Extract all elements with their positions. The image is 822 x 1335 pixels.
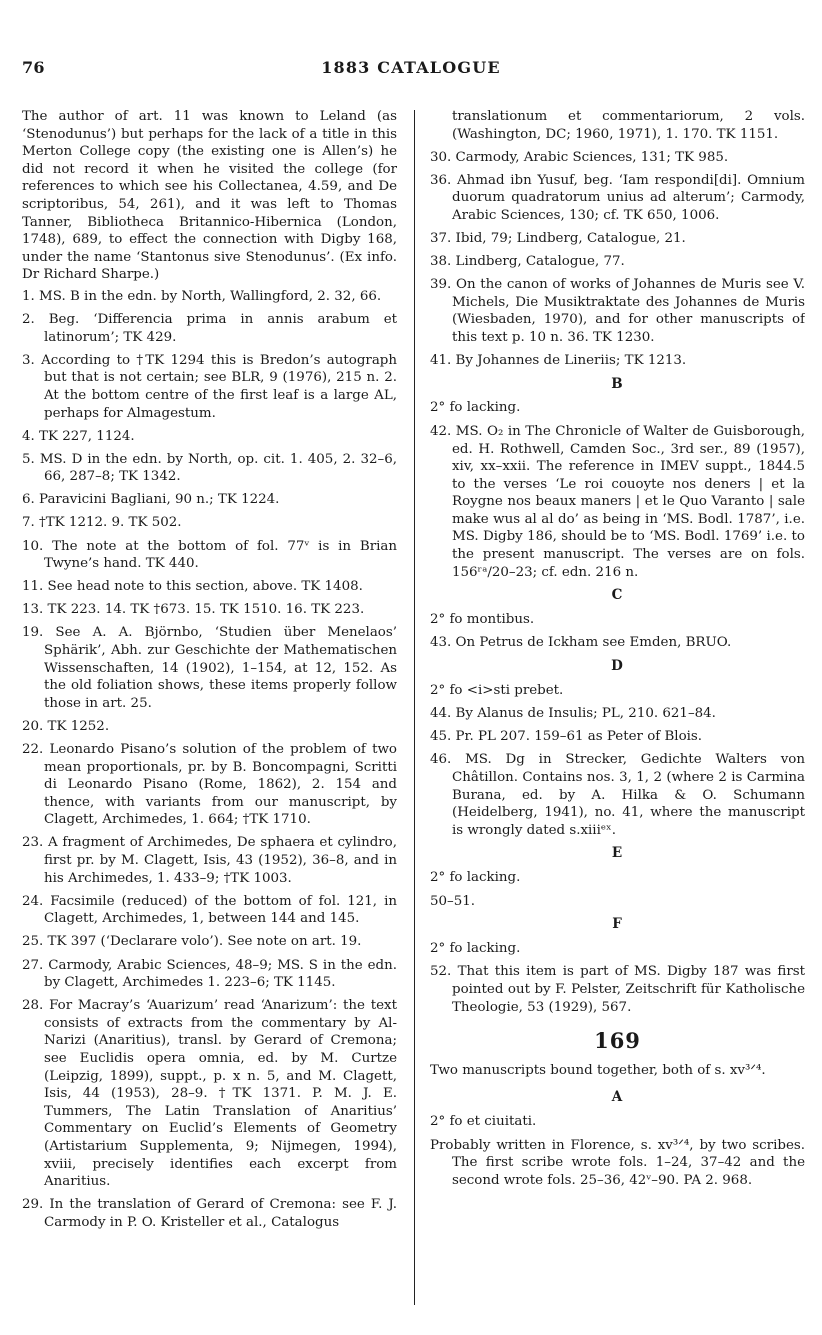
column-divider: [414, 110, 415, 1305]
note-42: 42. MS. O₂ in The Chronicle of Walter de Guisborough, ed. H. Rothwell, Camden Soc., 3rd ser., 89 (1957), xiv, xx–xxii. The reference in IMEV suppt., 1844.5 to the verses ‘Le roi couoyte nos deners | et la Roygne nos beaux maners | et le Quo Varanto | sale make wus al al do’ as being in ‘MS. Bodl. 1787’, i.e. MS. Digby 186, should be to ‘MS. Bodl. 1769’ i.e. to the present manuscript. The verses are on fols. 156ʳᵃ/20–23; cf. edn. 216 n.: [430, 423, 805, 580]
entry-number-169: 169: [594, 1028, 641, 1054]
note-24: 24. Facsimile (reduced) of the bottom of fol. 121, in Clagett, Archimedes, 1, between 144 and 145.: [22, 893, 397, 927]
note-41: 41. By Johannes de Lineriis; TK 1213.: [430, 353, 687, 369]
note-19: 19. See A. A. Björnbo, ‘Studien über Menelaos’ Sphärik’, Abh. zur Geschichte der Mathematischen Wissenschaften, 14 (1902), 1–154, at 12, 152. As the old foliation shows, these items properly follow those in art. 25.: [22, 625, 397, 711]
section-d-fo: 2° fo <i>sti prebet.: [430, 682, 564, 698]
section-c-heading: C: [611, 587, 624, 604]
entry-169-summary: Two manuscripts bound together, both of s. xv³ᐟ⁴.: [430, 1062, 766, 1078]
section-c-fo: 2° fo montibus.: [430, 611, 535, 627]
section-b-heading: B: [611, 375, 624, 392]
note-3: 3. According to †TK 1294 this is Bredon’s autograph but that is not certain; see BLR, 9 (1976), 215 n. 2. At the bottom centre of the first leaf is a large AL, perhaps for Almagestum.: [22, 352, 397, 421]
entry-169-section-a-heading: A: [611, 1089, 624, 1106]
note-38: 38. Lindberg, Catalogue, 77.: [430, 254, 625, 270]
note-6: 6. Paravicini Bagliani, 90 n.; TK 1224.: [22, 492, 280, 508]
section-f-heading: F: [612, 916, 623, 933]
note-22: 22. Leonardo Pisano’s solution of the problem of two mean proportionals, pr. by B. Boncompagni, Scritti di Leonardo Pisano (Rome, 1862), 2. 154 and thence, with variants from our manuscript, by Clagett, Archimedes, 1. 664; †TK 1710.: [22, 742, 397, 828]
note-20: 20. TK 1252.: [22, 718, 110, 734]
note-36: 36. Ahmad ibn Yusuf, beg. ‘Iam respondi[di]. Omnium duorum quadratorum unius ad alterum’; Carmody, Arabic Sciences, 130; cf. TK 650, 1006.: [430, 172, 805, 223]
right-column: [430, 108, 805, 1333]
section-d-heading: D: [611, 658, 624, 675]
note-30: 30. Carmody, Arabic Sciences, 131; TK 985.: [430, 149, 729, 165]
note-1: 1. MS. B in the edn. by North, Wallingford, 2. 32, 66.: [22, 288, 382, 304]
note-39: 39. On the canon of works of Johannes de Muris see V. Michels, Die Musiktraktate des Johannes de Muris (Wiesbaden, 1970), and for other manuscripts of this text p. 10 n. 36. TK 1230.: [430, 277, 805, 346]
note-5: 5. MS. D in the edn. by North, op. cit. 1. 405, 2. 32–6, 66, 287–8; TK 1342.: [22, 451, 397, 485]
running-head: 1883 CATALOGUE: [321, 58, 501, 77]
section-e-fo: 2° fo lacking.: [430, 869, 521, 885]
note-37: 37. Ibid, 79; Lindberg, Catalogue, 21.: [430, 231, 686, 247]
intro-paragraph: The author of art. 11 was known to Leland (as ‘Stenodunus’) but perhaps for the lack of a title in this Merton College copy (the existing one is Allen’s) he did not record it when he visited the college (for references to which see his Collectanea, 4.59, and De scriptoribus, 54, 261), and it was left to Thomas Tanner, Bibliotheca Britannico-Hibernica (London, 1748), 689, to effect the connection with Digby 168, under the name ‘Stantonus sive Stenodunus’. (Ex info. Dr Richard Sharpe.): [22, 109, 397, 283]
note-29: 29. In the translation of Gerard of Cremona: see F. J. Carmody in P. O. Kristeller et al., Catalogus: [22, 1197, 397, 1230]
note-44: 44. By Alanus de Insulis; PL, 210. 621–84.: [430, 706, 716, 722]
page-number: 76: [22, 58, 45, 77]
note-23: 23. A fragment of Archimedes, De sphaera et cylindro, first pr. by M. Clagett, Isis, 43 (1952), 36–8, and in his Archimedes, 1. 433–9; †TK 1003.: [22, 835, 397, 886]
note-43: 43. On Petrus de Ickham see Emden, BRUO.: [430, 635, 732, 651]
note-50-51: 50–51.: [430, 893, 476, 909]
note-52: 52. That this item is part of MS. Digby 187 was first pointed out by F. Pelster, Zeitschrift für Katholische Theologie, 53 (1929), 567.: [430, 964, 805, 1015]
note-13-16: 13. TK 223. 14. TK †673. 15. TK 1510. 16. TK 223.: [22, 602, 365, 618]
note-11: 11. See head note to this section, above. TK 1408.: [22, 579, 363, 595]
page-header: [0, 58, 822, 82]
entry-169-section-a-text: Probably written in Florence, s. xv³ᐟ⁴, by two scribes. The first scribe wrote fols. 1–24, 37–42 and the second wrote fols. 25–36, 42ᵛ–90. PA 2. 968.: [430, 1137, 805, 1188]
note-7-9: 7. †TK 1212. 9. TK 502.: [22, 515, 182, 531]
left-column: [22, 108, 397, 1333]
note-27: 27. Carmody, Arabic Sciences, 48–9; MS. S in the edn. by Clagett, Archimedes 1. 223–6; TK 1145.: [22, 957, 397, 991]
section-e-heading: E: [611, 845, 624, 862]
section-b-fo: 2° fo lacking.: [430, 400, 521, 416]
section-f-fo: 2° fo lacking.: [430, 940, 521, 956]
note-25: 25. TK 397 (‘Declarare volo’). See note on art. 19.: [22, 934, 362, 950]
note-2: 2. Beg. ‘Differencia prima in annis arabum et latinorum’; TK 429.: [22, 312, 397, 345]
note-46: 46. MS. Dg in Strecker, Gedichte Walters von Châtillon. Contains nos. 3, 1, 2 (where 2 is Carmina Burana, ed. by A. Hilka & O. Schumann (Heidelberg, 1941), no. 41, where the manuscript is wrongly dated s.xiiiᵉˣ.: [430, 752, 805, 838]
note-29-continuation: translationum et commentariorum, 2 vols. (Washington, DC; 1960, 1971), 1. 170. TK 1151.: [452, 109, 805, 142]
entry-169-section-a-fo: 2° fo et ciuitati.: [430, 1113, 537, 1129]
note-28: 28. For Macray’s ‘Auarizum’ read ‘Anarizum’: the text consists of extracts from the commentary by Al-Narizi (Anaritius), transl. by Gerard of Cremona; see Euclidis opera omnia, ed. by M. Curtze (Leipzig, 1899), suppt., p. x n. 5, and M. Clagett, Isis, 44 (1953), 28–9. †TK 1371. P. M. J. E. Tummers, The Latin Translation of Anaritius’ Commentary on Euclid’s Elements of Geometry (Artistarium Supplementa, 9; Nijmegen, 1994), xviii, precisely identifies each excerpt from Anaritius.: [22, 998, 397, 1190]
note-4: 4. TK 227, 1124.: [22, 428, 135, 444]
note-10: 10. The note at the bottom of fol. 77ᵛ is in Brian Twyne’s hand. TK 440.: [22, 538, 397, 572]
note-45: 45. Pr. PL 207. 159–61 as Peter of Blois.: [430, 729, 703, 745]
